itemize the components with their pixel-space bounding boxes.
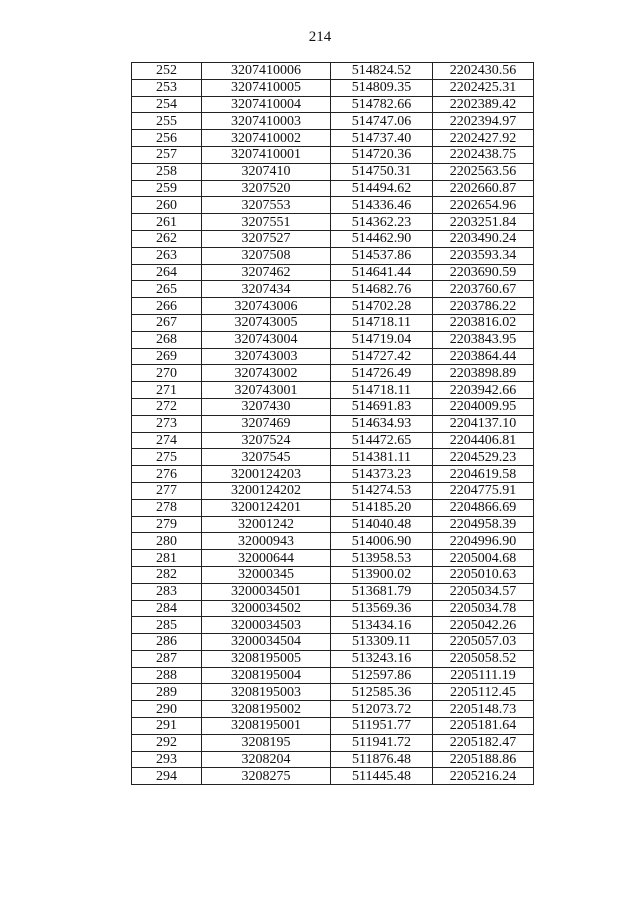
point-code-cell: 3207508 [202, 247, 331, 264]
y-coordinate-cell: 2205004.68 [433, 550, 534, 567]
table-row [132, 734, 534, 751]
x-coordinate-cell: 513958.53 [331, 550, 433, 567]
point-number-cell: 269 [132, 348, 202, 365]
point-number-cell: 267 [132, 314, 202, 331]
y-coordinate-cell: 2205181.64 [433, 718, 534, 735]
page-number: 214 [308, 29, 332, 45]
table-row [132, 314, 534, 331]
table-row [132, 382, 534, 399]
table-row [132, 197, 534, 214]
point-code-cell: 32000943 [202, 533, 331, 550]
point-code-cell: 3208195003 [202, 684, 331, 701]
table-row [132, 667, 534, 684]
y-coordinate-cell: 2204619.58 [433, 466, 534, 483]
table-row [132, 398, 534, 415]
x-coordinate-cell: 514336.46 [331, 197, 433, 214]
table-row [132, 550, 534, 567]
x-coordinate-cell: 514691.83 [331, 398, 433, 415]
point-number-cell: 277 [132, 482, 202, 499]
table-row [132, 432, 534, 449]
x-coordinate-cell: 513681.79 [331, 583, 433, 600]
x-coordinate-cell: 514274.53 [331, 482, 433, 499]
table-row [132, 751, 534, 768]
x-coordinate-cell: 513309.11 [331, 634, 433, 651]
x-coordinate-cell: 514720.36 [331, 146, 433, 163]
point-number-cell: 292 [132, 734, 202, 751]
point-number-cell: 287 [132, 650, 202, 667]
y-coordinate-cell: 2204866.69 [433, 499, 534, 516]
point-code-cell: 3207410002 [202, 130, 331, 147]
point-code-cell: 3200124203 [202, 466, 331, 483]
x-coordinate-cell: 512585.36 [331, 684, 433, 701]
table-row [132, 415, 534, 432]
table-row [132, 482, 534, 499]
point-number-cell: 256 [132, 130, 202, 147]
y-coordinate-cell: 2202660.87 [433, 180, 534, 197]
y-coordinate-cell: 2203864.44 [433, 348, 534, 365]
point-code-cell: 3200034501 [202, 583, 331, 600]
point-code-cell: 3207410004 [202, 96, 331, 113]
point-code-cell: 3200034503 [202, 617, 331, 634]
y-coordinate-cell: 2203816.02 [433, 314, 534, 331]
table-row [132, 96, 534, 113]
point-number-cell: 291 [132, 718, 202, 735]
x-coordinate-cell: 514362.23 [331, 214, 433, 231]
x-coordinate-cell: 514718.11 [331, 314, 433, 331]
point-code-cell: 3207524 [202, 432, 331, 449]
point-number-cell: 265 [132, 281, 202, 298]
x-coordinate-cell: 514373.23 [331, 466, 433, 483]
point-code-cell: 3208195001 [202, 718, 331, 735]
table-row [132, 230, 534, 247]
point-code-cell: 320743001 [202, 382, 331, 399]
table-row [132, 331, 534, 348]
point-code-cell: 320743002 [202, 365, 331, 382]
x-coordinate-cell: 514040.48 [331, 516, 433, 533]
point-code-cell: 3207469 [202, 415, 331, 432]
y-coordinate-cell: 2202394.97 [433, 113, 534, 130]
y-coordinate-cell: 2204137.10 [433, 415, 534, 432]
x-coordinate-cell: 514634.93 [331, 415, 433, 432]
point-number-cell: 254 [132, 96, 202, 113]
point-number-cell: 260 [132, 197, 202, 214]
table-row [132, 466, 534, 483]
y-coordinate-cell: 2203490.24 [433, 230, 534, 247]
table-row [132, 449, 534, 466]
y-coordinate-cell: 2205112.45 [433, 684, 534, 701]
point-code-cell: 3207410003 [202, 113, 331, 130]
table-row [132, 365, 534, 382]
point-code-cell: 3208195002 [202, 701, 331, 718]
coordinates-table-body [132, 63, 534, 785]
table-row [132, 247, 534, 264]
x-coordinate-cell: 514537.86 [331, 247, 433, 264]
point-number-cell: 280 [132, 533, 202, 550]
table-row [132, 79, 534, 96]
table-row [132, 499, 534, 516]
y-coordinate-cell: 2203251.84 [433, 214, 534, 231]
point-code-cell: 3207410005 [202, 79, 331, 96]
point-code-cell: 320743004 [202, 331, 331, 348]
x-coordinate-cell: 514702.28 [331, 298, 433, 315]
x-coordinate-cell: 511951.77 [331, 718, 433, 735]
point-number-cell: 274 [132, 432, 202, 449]
table-row [132, 701, 534, 718]
y-coordinate-cell: 2205042.26 [433, 617, 534, 634]
x-coordinate-cell: 514750.31 [331, 163, 433, 180]
point-code-cell: 32000644 [202, 550, 331, 567]
table-row [132, 600, 534, 617]
y-coordinate-cell: 2203690.59 [433, 264, 534, 281]
point-code-cell: 320743003 [202, 348, 331, 365]
point-code-cell: 3200034502 [202, 600, 331, 617]
point-number-cell: 255 [132, 113, 202, 130]
x-coordinate-cell: 514719.04 [331, 331, 433, 348]
point-code-cell: 3207553 [202, 197, 331, 214]
x-coordinate-cell: 514726.49 [331, 365, 433, 382]
point-number-cell: 272 [132, 398, 202, 415]
point-code-cell: 3207434 [202, 281, 331, 298]
point-code-cell: 3200124201 [202, 499, 331, 516]
y-coordinate-cell: 2202427.92 [433, 130, 534, 147]
x-coordinate-cell: 514381.11 [331, 449, 433, 466]
point-number-cell: 263 [132, 247, 202, 264]
table-row [132, 650, 534, 667]
table-row [132, 298, 534, 315]
point-number-cell: 293 [132, 751, 202, 768]
table-row [132, 264, 534, 281]
point-number-cell: 271 [132, 382, 202, 399]
point-number-cell: 278 [132, 499, 202, 516]
point-number-cell: 258 [132, 163, 202, 180]
x-coordinate-cell: 514185.20 [331, 499, 433, 516]
y-coordinate-cell: 2205034.78 [433, 600, 534, 617]
point-number-cell: 259 [132, 180, 202, 197]
y-coordinate-cell: 2205148.73 [433, 701, 534, 718]
point-number-cell: 275 [132, 449, 202, 466]
point-number-cell: 273 [132, 415, 202, 432]
point-number-cell: 283 [132, 583, 202, 600]
x-coordinate-cell: 514782.66 [331, 96, 433, 113]
point-number-cell: 290 [132, 701, 202, 718]
point-number-cell: 281 [132, 550, 202, 567]
point-code-cell: 3208204 [202, 751, 331, 768]
y-coordinate-cell: 2205182.47 [433, 734, 534, 751]
table-row [132, 684, 534, 701]
x-coordinate-cell: 514809.35 [331, 79, 433, 96]
y-coordinate-cell: 2205188.86 [433, 751, 534, 768]
point-code-cell: 32000345 [202, 566, 331, 583]
point-code-cell: 3207527 [202, 230, 331, 247]
table-row [132, 634, 534, 651]
x-coordinate-cell: 513569.36 [331, 600, 433, 617]
point-number-cell: 289 [132, 684, 202, 701]
point-number-cell: 276 [132, 466, 202, 483]
table-row [132, 163, 534, 180]
y-coordinate-cell: 2205216.24 [433, 768, 534, 785]
x-coordinate-cell: 514462.90 [331, 230, 433, 247]
x-coordinate-cell: 511876.48 [331, 751, 433, 768]
table-row [132, 113, 534, 130]
x-coordinate-cell: 514494.62 [331, 180, 433, 197]
x-coordinate-cell: 514682.76 [331, 281, 433, 298]
point-number-cell: 261 [132, 214, 202, 231]
point-code-cell: 3207410001 [202, 146, 331, 163]
x-coordinate-cell: 514718.11 [331, 382, 433, 399]
point-code-cell: 3200034504 [202, 634, 331, 651]
x-coordinate-cell: 513243.16 [331, 650, 433, 667]
y-coordinate-cell: 2205058.52 [433, 650, 534, 667]
y-coordinate-cell: 2202563.56 [433, 163, 534, 180]
table-row [132, 566, 534, 583]
x-coordinate-cell: 512597.86 [331, 667, 433, 684]
y-coordinate-cell: 2204996.90 [433, 533, 534, 550]
point-number-cell: 282 [132, 566, 202, 583]
y-coordinate-cell: 2204958.39 [433, 516, 534, 533]
table-row [132, 617, 534, 634]
table-row [132, 130, 534, 147]
x-coordinate-cell: 514737.40 [331, 130, 433, 147]
x-coordinate-cell: 511445.48 [331, 768, 433, 785]
point-code-cell: 3207410 [202, 163, 331, 180]
point-code-cell: 3207410006 [202, 63, 331, 80]
table-row [132, 533, 534, 550]
point-code-cell: 32001242 [202, 516, 331, 533]
point-number-cell: 264 [132, 264, 202, 281]
point-code-cell: 320743005 [202, 314, 331, 331]
point-number-cell: 270 [132, 365, 202, 382]
y-coordinate-cell: 2203786.22 [433, 298, 534, 315]
point-number-cell: 288 [132, 667, 202, 684]
point-code-cell: 3207430 [202, 398, 331, 415]
y-coordinate-cell: 2203760.67 [433, 281, 534, 298]
y-coordinate-cell: 2204406.81 [433, 432, 534, 449]
table-row [132, 583, 534, 600]
point-code-cell: 3207551 [202, 214, 331, 231]
x-coordinate-cell: 514824.52 [331, 63, 433, 80]
x-coordinate-cell: 513434.16 [331, 617, 433, 634]
point-code-cell: 3208195005 [202, 650, 331, 667]
table-row [132, 180, 534, 197]
x-coordinate-cell: 512073.72 [331, 701, 433, 718]
point-code-cell: 3207520 [202, 180, 331, 197]
y-coordinate-cell: 2202430.56 [433, 63, 534, 80]
table-row [132, 281, 534, 298]
y-coordinate-cell: 2205010.63 [433, 566, 534, 583]
point-number-cell: 262 [132, 230, 202, 247]
x-coordinate-cell: 511941.72 [331, 734, 433, 751]
table-row [132, 146, 534, 163]
point-number-cell: 252 [132, 63, 202, 80]
point-number-cell: 266 [132, 298, 202, 315]
point-number-cell: 253 [132, 79, 202, 96]
point-code-cell: 320743006 [202, 298, 331, 315]
y-coordinate-cell: 2202389.42 [433, 96, 534, 113]
table-row [132, 768, 534, 785]
coordinates-table [131, 62, 534, 785]
point-number-cell: 257 [132, 146, 202, 163]
point-number-cell: 284 [132, 600, 202, 617]
y-coordinate-cell: 2203843.95 [433, 331, 534, 348]
point-number-cell: 286 [132, 634, 202, 651]
point-code-cell: 3208195004 [202, 667, 331, 684]
table-row [132, 516, 534, 533]
point-number-cell: 294 [132, 768, 202, 785]
y-coordinate-cell: 2203898.89 [433, 365, 534, 382]
y-coordinate-cell: 2203593.34 [433, 247, 534, 264]
point-code-cell: 3208275 [202, 768, 331, 785]
point-number-cell: 279 [132, 516, 202, 533]
y-coordinate-cell: 2202438.75 [433, 146, 534, 163]
point-number-cell: 268 [132, 331, 202, 348]
x-coordinate-cell: 514747.06 [331, 113, 433, 130]
point-code-cell: 3207462 [202, 264, 331, 281]
point-code-cell: 3207545 [202, 449, 331, 466]
point-code-cell: 3208195 [202, 734, 331, 751]
x-coordinate-cell: 514641.44 [331, 264, 433, 281]
point-code-cell: 3200124202 [202, 482, 331, 499]
y-coordinate-cell: 2202654.96 [433, 197, 534, 214]
y-coordinate-cell: 2205057.03 [433, 634, 534, 651]
y-coordinate-cell: 2203942.66 [433, 382, 534, 399]
y-coordinate-cell: 2204529.23 [433, 449, 534, 466]
x-coordinate-cell: 514006.90 [331, 533, 433, 550]
x-coordinate-cell: 514472.65 [331, 432, 433, 449]
y-coordinate-cell: 2204009.95 [433, 398, 534, 415]
x-coordinate-cell: 514727.42 [331, 348, 433, 365]
point-number-cell: 285 [132, 617, 202, 634]
y-coordinate-cell: 2205111.19 [433, 667, 534, 684]
table-row [132, 348, 534, 365]
table-row [132, 718, 534, 735]
table-row [132, 214, 534, 231]
table-row [132, 63, 534, 80]
y-coordinate-cell: 2204775.91 [433, 482, 534, 499]
y-coordinate-cell: 2202425.31 [433, 79, 534, 96]
x-coordinate-cell: 513900.02 [331, 566, 433, 583]
y-coordinate-cell: 2205034.57 [433, 583, 534, 600]
